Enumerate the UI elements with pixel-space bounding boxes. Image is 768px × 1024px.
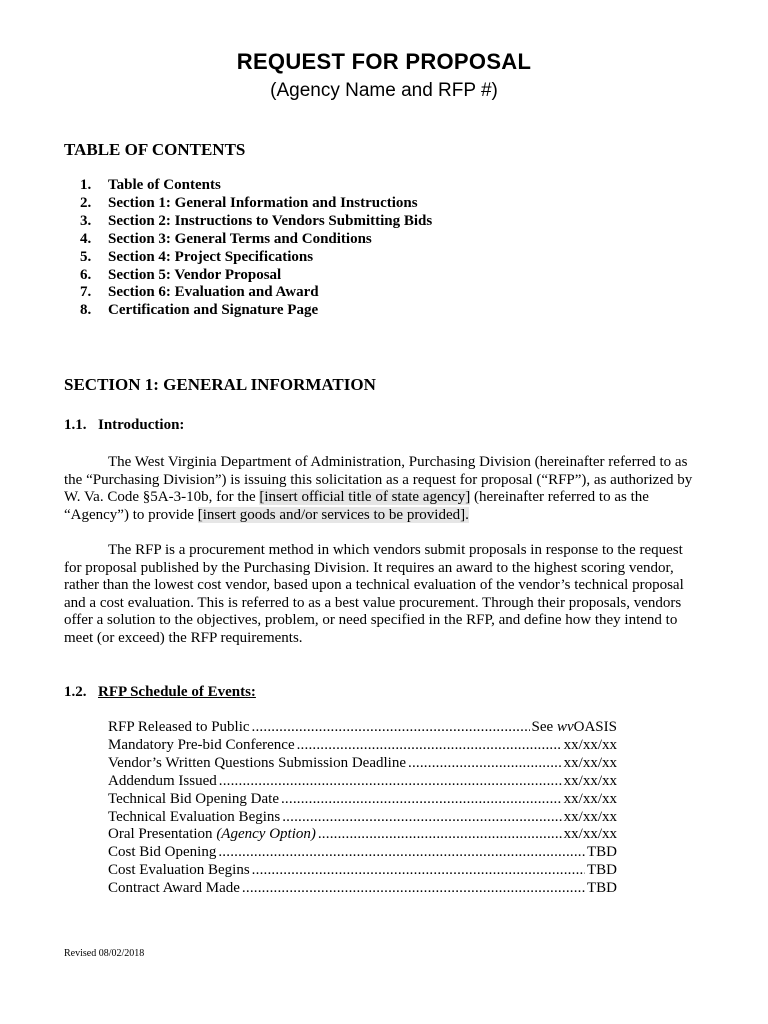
toc-item: 5. Section 4: Project Specifications (80, 248, 314, 265)
toc-item-label: Section 4: Project Specifications (108, 248, 314, 265)
schedule-row: Cost Bid Opening ..... TBD (108, 844, 617, 862)
toc-item: 3. Section 2: Instructions to Vendors Submitting Bids (80, 212, 433, 229)
schedule-row: Vendor’s Written Questions Submission Deadline ..... xx/xx/xx (108, 755, 617, 773)
toc-item: 4. Section 3: General Terms and Conditions (80, 230, 372, 247)
placeholder-agency-title: [insert official title of state agency] (259, 489, 471, 506)
toc-item-label: Section 3: General Terms and Conditions (108, 230, 372, 247)
schedule-row: Contract Award Made ..... TBD (108, 880, 617, 898)
schedule-of-events (108, 719, 617, 898)
toc-item: 8. Certification and Signature Page (80, 302, 319, 319)
toc-item: 2. Section 1: General Information and Instructions (80, 194, 418, 211)
page-title: REQUEST FOR PROPOSAL (236, 49, 532, 74)
toc-item-label: Section 5: Vendor Proposal (108, 266, 282, 283)
toc-item: 1. Table of Contents (80, 177, 221, 193)
schedule-row: Cost Evaluation Begins ..... TBD (108, 862, 617, 880)
toc-heading: TABLE OF CONTENTS (64, 140, 246, 159)
toc-item-label: Section 1: General Information and Instructions (108, 194, 418, 211)
revision-footer: Revised 08/02/2018 (64, 948, 145, 959)
section-heading: SECTION 1: GENERAL INFORMATION (64, 375, 376, 394)
schedule-row: Technical Evaluation Begins ..... xx/xx/xx (108, 809, 617, 827)
toc-item-label: Certification and Signature Page (108, 302, 319, 319)
toc-item-label: Section 2: Instructions to Vendors Submitting Bids (108, 212, 433, 229)
schedule-row: Oral Presentation (Agency Option) ..... xx/xx/xx (108, 826, 617, 844)
toc-item: 6. Section 5: Vendor Proposal (80, 266, 282, 283)
intro-paragraph: The West Virginia Department of Administration, Purchasing Division (hereinafter referred to as the “Purchasing Division”) is issuing this solicitation as a request for proposal (“RFP”), as authorized by W. Va. Code §5A-3-10b, for the [insert official title of state agency] (hereinafter referred to as the “Agency”) to provide [insert goods and/or services to be provided]. (64, 454, 693, 523)
placeholder-goods-services: [insert goods and/or services to be provided]. (197, 506, 469, 523)
schedule-row: Addendum Issued ..... xx/xx/xx (108, 773, 617, 791)
rfp-description-paragraph: The RFP is a procurement method in which vendors submit proposals in response to the request for proposal published by the Purchasing Division. It requires an award to the highest scoring vendor, rather than the lowest cost vendor, based upon a technical evaluation of the vendor’s technical proposal and a cost evaluation. This is referred to as a best value procurement. Through their proposals, vendors offer a solution to the objectives, problem, or need specified in the RFP, and define how they intend to meet (or exceed) the RFP requirements. (64, 542, 684, 646)
toc-item-label: Section 6: Evaluation and Award (108, 284, 319, 301)
page-subtitle: (Agency Name and RFP #) (270, 80, 498, 101)
schedule-heading: 1.2. RFP Schedule of Events: (64, 684, 256, 700)
schedule-row: Mandatory Pre-bid Conference ..... xx/xx/xx (108, 737, 617, 755)
schedule-row: Technical Bid Opening Date ..... xx/xx/xx (108, 791, 617, 809)
introduction-heading: 1.1. Introduction: (64, 417, 185, 433)
toc-item: 7. Section 6: Evaluation and Award (80, 284, 319, 301)
toc-item-label: Table of Contents (108, 177, 221, 193)
toc-list (80, 177, 432, 320)
schedule-row: RFP Released to Public ..... See wvOASIS (108, 719, 617, 737)
